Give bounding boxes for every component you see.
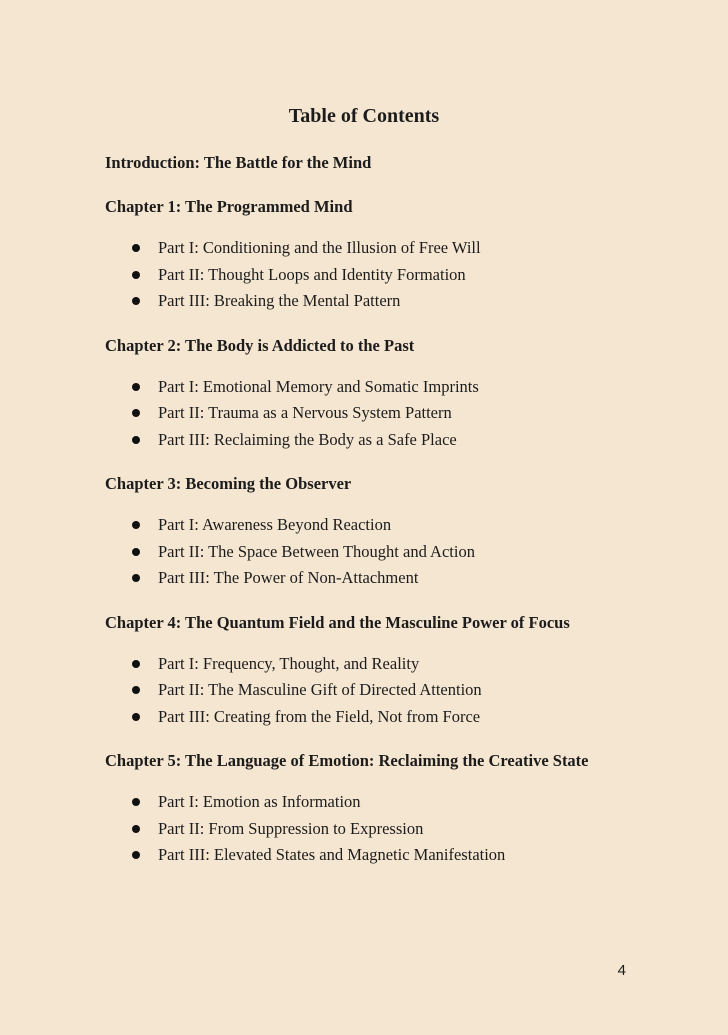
bullet-icon [132, 244, 140, 252]
chapter-5 [105, 748, 665, 869]
chapter-heading: Chapter 5: The Language of Emotion: Reclaiming the Creative State [105, 751, 589, 770]
bullet-icon [132, 574, 140, 582]
bullet-icon [132, 686, 140, 694]
bullet-icon [132, 851, 140, 859]
list-item [105, 842, 665, 869]
bullet-icon [132, 271, 140, 279]
bullet-icon [132, 713, 140, 721]
part-label: Part II: Thought Loops and Identity Formation [158, 264, 466, 284]
part-label: Part II: The Space Between Thought and Action [158, 541, 475, 561]
bullet-icon [132, 297, 140, 305]
part-list [105, 651, 665, 731]
part-label: Part III: Reclaiming the Body as a Safe Place [158, 429, 457, 449]
part-label: Part III: Creating from the Field, Not from Force [158, 706, 481, 726]
page-title: Table of Contents [288, 105, 440, 127]
part-list [105, 789, 665, 869]
part-label: Part I: Conditioning and the Illusion of Free Will [158, 238, 481, 257]
list-item [105, 677, 665, 704]
bullet-icon [132, 548, 140, 556]
bullet-icon [132, 798, 140, 806]
list-item [105, 262, 665, 289]
list-item [105, 400, 665, 427]
list-item [105, 704, 665, 731]
chapter-1 [105, 194, 665, 315]
list-item [105, 651, 665, 678]
part-label: Part II: From Suppression to Expression [158, 818, 424, 838]
part-label: Part III: Breaking the Mental Pattern [158, 291, 401, 310]
bullet-icon [132, 825, 140, 833]
chapter-heading: Chapter 1: The Programmed Mind [105, 197, 353, 216]
list-item [105, 427, 665, 454]
list-item [105, 374, 665, 401]
list-item [105, 235, 665, 262]
bullet-icon [132, 383, 140, 391]
chapter-4 [105, 610, 665, 731]
list-item [105, 789, 665, 816]
bullet-icon [132, 436, 140, 444]
page-number: 4 [617, 962, 626, 979]
part-list [105, 235, 665, 315]
list-item [105, 512, 665, 539]
table-of-contents [105, 150, 665, 887]
chapter-3 [105, 471, 665, 592]
part-label: Part I: Emotion as Information [158, 792, 361, 811]
part-list [105, 512, 665, 592]
part-label: Part I: Awareness Beyond Reaction [158, 515, 392, 534]
chapter-2 [105, 333, 665, 454]
chapter-heading: Chapter 4: The Quantum Field and the Masculine Power of Focus [105, 612, 570, 632]
part-label: Part II: Trauma as a Nervous System Pattern [158, 403, 452, 422]
list-item [105, 539, 665, 566]
part-label: Part I: Emotional Memory and Somatic Imprints [158, 376, 479, 396]
list-item [105, 288, 665, 315]
chapter-heading: Chapter 2: The Body is Addicted to the Past [105, 335, 415, 355]
part-label: Part III: Elevated States and Magnetic Manifestation [158, 845, 506, 864]
bullet-icon [132, 409, 140, 417]
part-list [105, 374, 665, 454]
bullet-icon [132, 660, 140, 668]
list-item [105, 816, 665, 843]
part-label: Part I: Frequency, Thought, and Reality [158, 653, 420, 673]
introduction-heading: Introduction: The Battle for the Mind [105, 153, 372, 172]
chapter-heading: Chapter 3: Becoming the Observer [105, 474, 352, 493]
part-label: Part III: The Power of Non-Attachment [158, 568, 419, 587]
list-item [105, 565, 665, 592]
part-label: Part II: The Masculine Gift of Directed Attention [158, 680, 482, 699]
bullet-icon [132, 521, 140, 529]
